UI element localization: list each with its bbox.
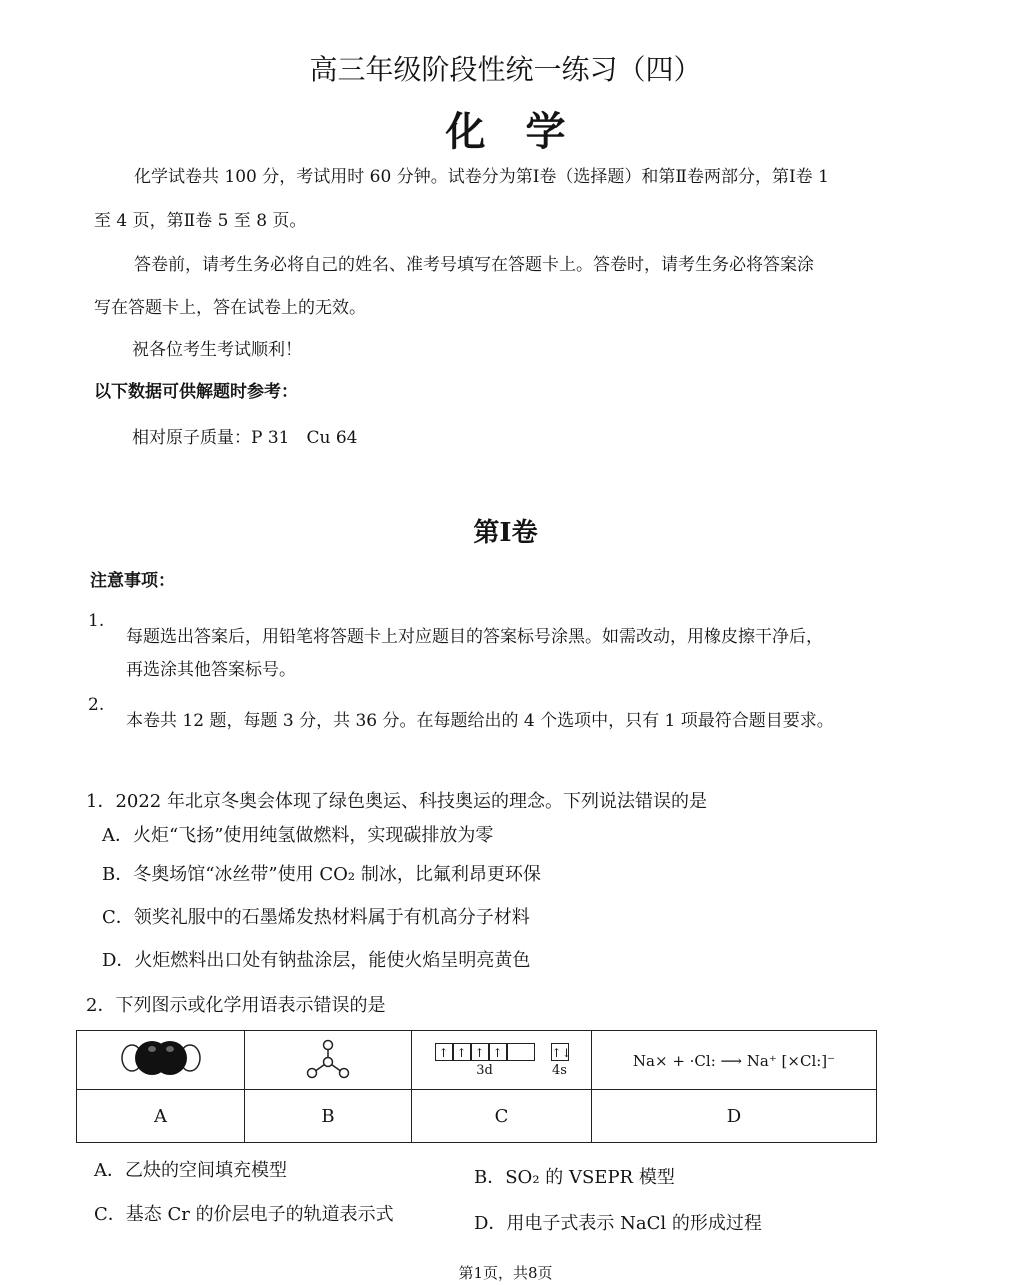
question-2-option-a: A．乙炔的空间填充模型 xyxy=(94,1160,287,1181)
question-2-option-b: B．SO₂ 的 VSEPR 模型 xyxy=(474,1167,675,1188)
note-number: 1. xyxy=(88,611,105,631)
intro-line: 答卷前，请考生务必将自己的姓名、准考号填写在答题卡上。答卷时，请考生务必将答案涂 xyxy=(134,255,814,275)
question-2-option-d: D．用电子式表示 NaCl 的形成过程 xyxy=(474,1213,762,1234)
space-filling-model-icon xyxy=(116,1035,206,1081)
so2-vsepr-figure xyxy=(245,1031,412,1090)
orbital-box: ↑ xyxy=(489,1043,507,1061)
section-title: 第Ⅰ卷 xyxy=(473,518,538,548)
intro-line: 化学试卷共 100 分，考试用时 60 分钟。试卷分为第Ⅰ卷（选择题）和第Ⅱ卷两部分，第Ⅰ卷 1 xyxy=(134,167,829,187)
reference-title: 以下数据可供解题时参考： xyxy=(94,382,298,402)
intro-line: 至 4 页，第Ⅱ卷 5 至 8 页。 xyxy=(94,211,307,231)
cr-orbital-diagram xyxy=(412,1031,592,1090)
orbital-box xyxy=(507,1043,535,1061)
question-1-option-c: C．领奖礼服中的石墨烯发热材料属于有机高分子材料 xyxy=(102,907,530,928)
question-2-option-c: C．基态 Cr 的价层电子的轨道表示式 xyxy=(94,1204,394,1225)
question-1-option-b: B．冬奥场馆“冰丝带”使用 CO₂ 制冰，比氟利昂更环保 xyxy=(102,864,541,885)
orbital-box: ↑ xyxy=(435,1043,453,1061)
page-footer: 第1页，共8页 xyxy=(458,1264,553,1282)
question-1-stem: 1．2022 年北京冬奥会体现了绿色奥运、科技奥运的理念。下列说法错误的是 xyxy=(86,791,707,812)
orbital-label-3d: 3d xyxy=(476,1063,493,1078)
table-label-d: D xyxy=(592,1090,877,1143)
orbital-box: ↑ xyxy=(453,1043,471,1061)
reference-data: 相对原子质量：P 31 Cu 64 xyxy=(132,428,358,448)
vsepr-model-icon xyxy=(298,1035,358,1081)
electron-formula-text: Na× + ·Cl: ⟶ Na⁺ [×Cl:]⁻ xyxy=(632,1051,836,1070)
table-label-a: A xyxy=(77,1090,245,1143)
orbital-group-4s xyxy=(551,1043,572,1078)
orbital-diagram xyxy=(435,1043,572,1078)
question-2-stem: 2．下列图示或化学用语表示错误的是 xyxy=(86,995,386,1016)
orbital-label-4s: 4s xyxy=(552,1063,567,1078)
note-text: 本卷共 12 题，每题 3 分，共 36 分。在每题给出的 4 个选项中，只有 1 项最符合题目要求。 xyxy=(126,711,834,731)
subject-title: 化学 xyxy=(445,108,606,155)
question-1-option-a: A．火炬“飞扬”使用纯氢做燃料，实现碳排放为零 xyxy=(102,825,494,846)
orbital-group-3d xyxy=(435,1043,535,1078)
note-number: 2. xyxy=(88,695,105,715)
orbital-box: ↑↓ xyxy=(551,1043,569,1061)
notes-title: 注意事项： xyxy=(90,571,175,591)
table-label-b: B xyxy=(245,1090,412,1143)
nacl-electron-formula xyxy=(592,1031,877,1090)
intro-line: 写在答题卡上，答在试卷上的无效。 xyxy=(94,298,366,318)
table-label-c: C xyxy=(412,1090,592,1143)
orbital-box: ↑ xyxy=(471,1043,489,1061)
note-text: 再选涂其他答案标号。 xyxy=(126,660,296,680)
intro-line: 祝各位考生考试顺利！ xyxy=(132,340,302,360)
note-text: 每题选出答案后，用铅笔将答题卡上对应题目的答案标号涂黑。如需改动，用橡皮擦干净后， xyxy=(126,627,823,647)
exam-title: 高三年级阶段性统一练习（四） xyxy=(309,53,702,86)
acetylene-space-filling-figure xyxy=(77,1031,245,1090)
question-1-option-d: D．火炬燃料出口处有钠盐涂层，能使火焰呈明亮黄色 xyxy=(102,950,531,971)
question-2-figure-table xyxy=(76,1030,877,1143)
